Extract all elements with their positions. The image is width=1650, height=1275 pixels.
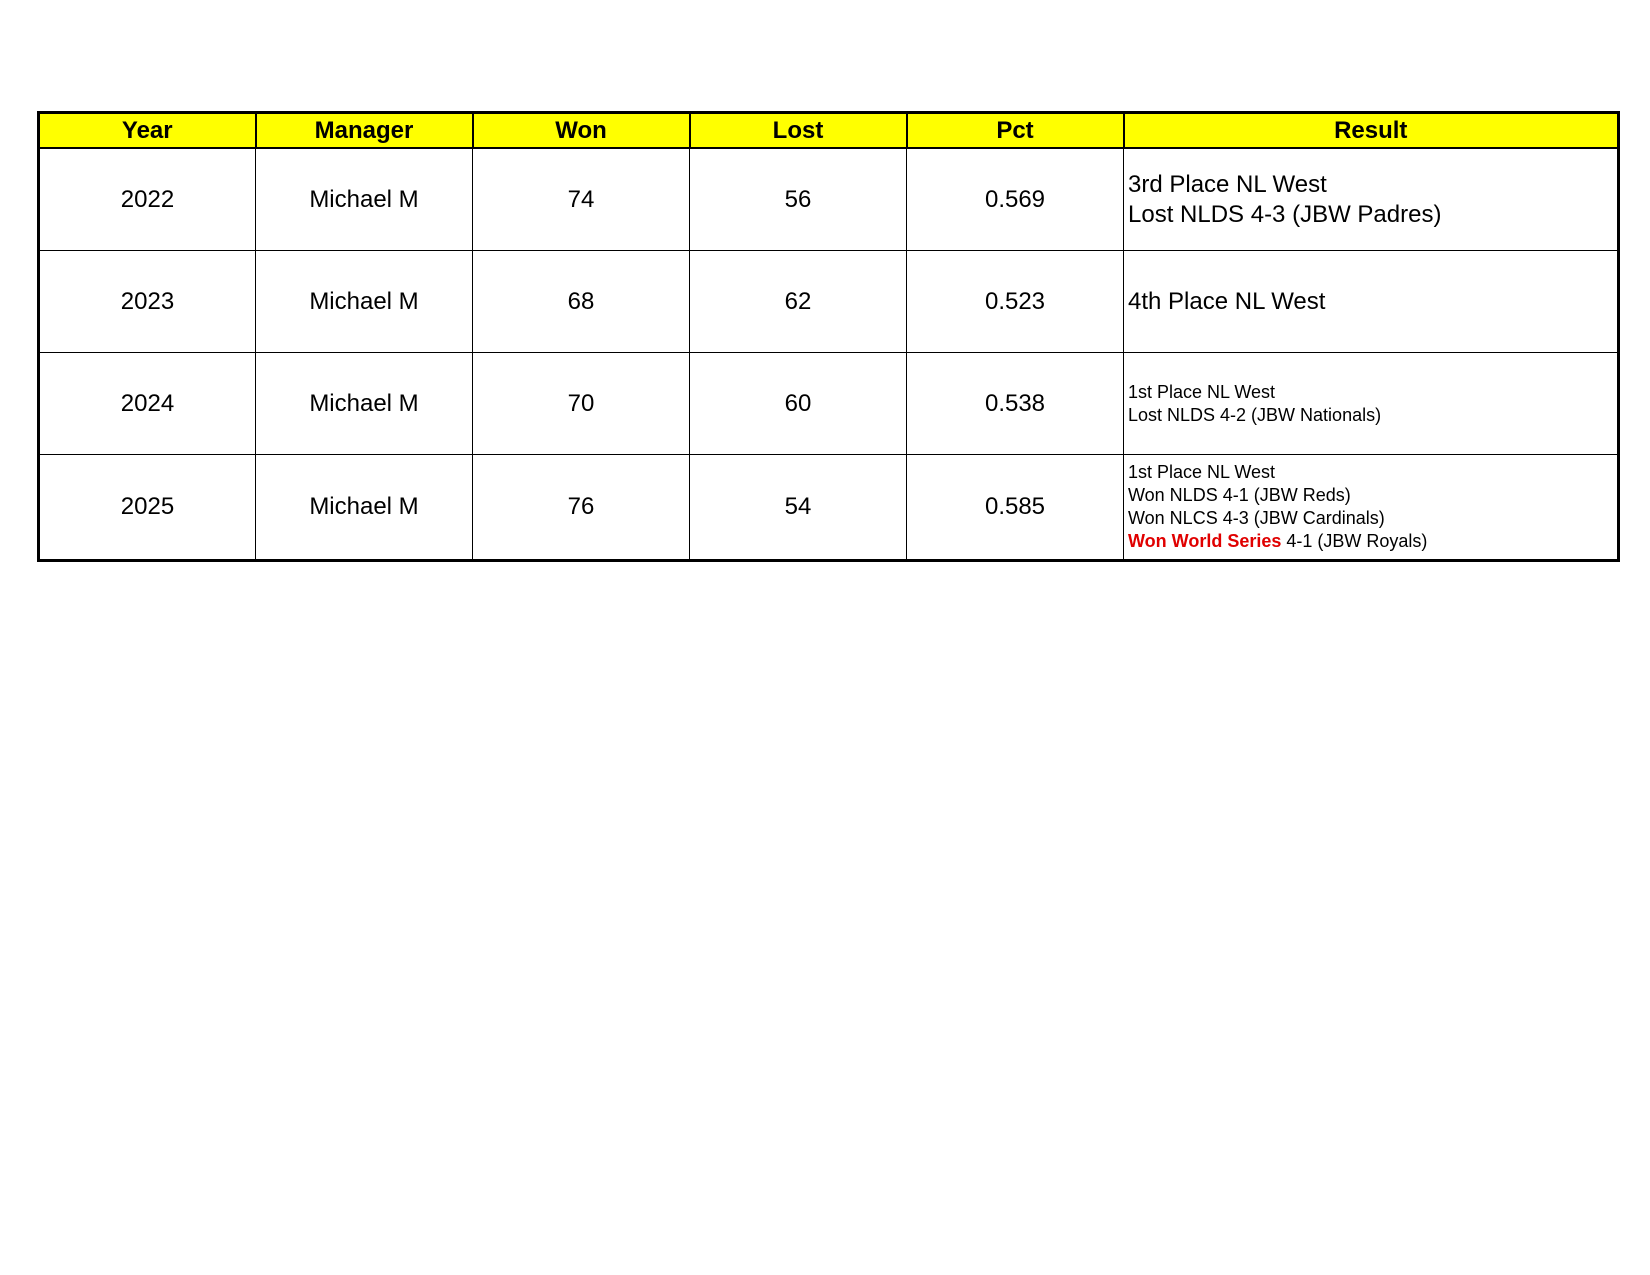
world-series-detail: 4-1 (JBW Royals) [1281, 531, 1428, 551]
cell-result [1124, 455, 1619, 561]
cell-lost: 56 [690, 148, 907, 251]
cell-year: 2023 [39, 251, 256, 353]
table-row [39, 455, 1619, 561]
season-record-table [37, 111, 1620, 562]
cell-result [1124, 353, 1619, 455]
cell-pct: 0.523 [907, 251, 1124, 353]
header-year: Year [39, 113, 256, 149]
cell-lost: 60 [690, 353, 907, 455]
header-row [39, 113, 1619, 149]
world-series-highlight: Won World Series [1128, 531, 1282, 551]
cell-pct: 0.538 [907, 353, 1124, 455]
cell-won: 70 [473, 353, 690, 455]
result-line: 4th Place NL West [1128, 287, 1326, 315]
header-won: Won [473, 113, 690, 149]
cell-manager: Michael M [256, 251, 473, 353]
result-line: 3rd Place NL West [1128, 170, 1327, 198]
header-lost: Lost [690, 113, 907, 149]
season-record-sheet [37, 111, 1617, 562]
cell-lost: 62 [690, 251, 907, 353]
result-line: Lost NLDS 4-2 (JBW Nationals) [1128, 404, 1382, 425]
cell-manager: Michael M [256, 353, 473, 455]
cell-year: 2024 [39, 353, 256, 455]
result-line-world-series [1128, 530, 1617, 553]
result-line: 1st Place NL West [1128, 462, 1276, 482]
cell-lost: 54 [690, 455, 907, 561]
cell-year: 2025 [39, 455, 256, 561]
table-row [39, 251, 1619, 353]
header-manager: Manager [256, 113, 473, 149]
result-line: Won NLCS 4-3 (JBW Cardinals) [1128, 508, 1385, 528]
table-row [39, 353, 1619, 455]
result-line: Won NLDS 4-1 (JBW Reds) [1128, 485, 1351, 505]
result-line: Lost NLDS 4-3 (JBW Padres) [1128, 200, 1442, 228]
result-line: 1st Place NL West [1128, 381, 1276, 402]
cell-won: 68 [473, 251, 690, 353]
cell-pct: 0.585 [907, 455, 1124, 561]
header-result: Result [1124, 113, 1619, 149]
cell-won: 74 [473, 148, 690, 251]
cell-result [1124, 251, 1619, 353]
cell-pct: 0.569 [907, 148, 1124, 251]
cell-won: 76 [473, 455, 690, 561]
table-row [39, 148, 1619, 251]
cell-result [1124, 148, 1619, 251]
header-pct: Pct [907, 113, 1124, 149]
cell-year: 2022 [39, 148, 256, 251]
cell-manager: Michael M [256, 455, 473, 561]
cell-manager: Michael M [256, 148, 473, 251]
